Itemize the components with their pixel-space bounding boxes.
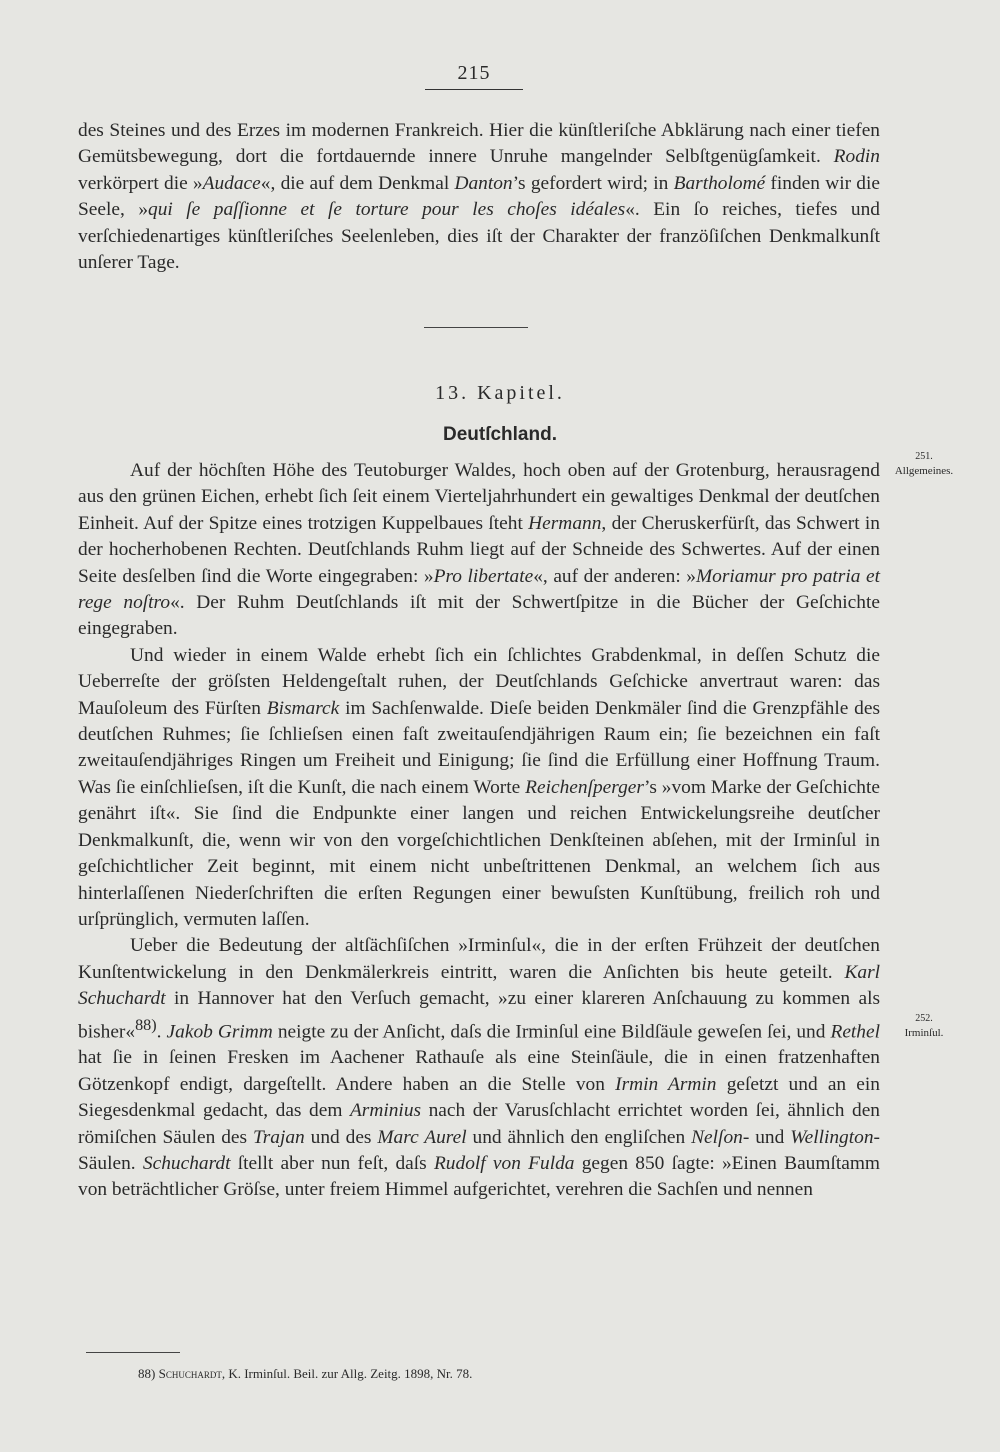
italic-name: Hermann [528, 512, 602, 534]
text-run: «. Der Ruhm Deutſchlands iſt mit der Schwertſpitze in die Bücher der Geſchichte eingegraben. [78, 592, 880, 640]
text-run: -Säulen. [78, 1126, 880, 1175]
text-run: und des [304, 1126, 378, 1148]
text-run: - und [742, 1126, 791, 1148]
italic-name: Jakob Grimm [166, 1021, 273, 1042]
text-run: verkörpert die » [78, 172, 203, 194]
text-run: hat ſie in ſeinen Fresken im Aachener Rathauſe als eine Steinſäule, die in einen fratzenhaften Götzenkopf endigt, dargeſtellt. Andere haben an die Stelle von [78, 1047, 880, 1095]
text-run: ’s gefordert wird; in [512, 172, 674, 194]
italic-quote: qui ſe paſſionne et ſe torture pour les choſes idéales [148, 199, 626, 221]
footnote-divider [86, 1352, 180, 1353]
paragraph-irminsul [78, 933, 880, 1204]
italic-name: Arminius [349, 1100, 422, 1122]
italic-name: Wellington [790, 1126, 874, 1148]
footnote-marker: 88) [138, 1366, 156, 1381]
margin-note-label: Irminſul. [904, 1027, 944, 1039]
text-run: und ähnlich den engliſchen [466, 1126, 692, 1148]
margin-note-number: 252. [915, 1013, 933, 1024]
italic-name: Schuchardt [142, 1153, 231, 1175]
italic-name: Danton [454, 172, 513, 194]
text-run: «, die auf dem Denkmal [260, 172, 455, 194]
text-run: Auf der höchſten Höhe des Teutoburger Waldes, hoch oben auf der Grotenburg, herausragend aus den grünen Eichen, erhebt ſich ſeit einem Vierteljahrhundert ein gewaltiges Denkmal der deutſchen Einheit. Auf der Spitze eines trotzigen Kuppelbaues ſteht [78, 460, 880, 534]
italic-name: Bartholomé [673, 172, 766, 194]
margin-note-label: Allgemeines. [894, 465, 954, 477]
text-run: finden wir die Seele, » [78, 172, 880, 221]
footnote-citation: , K. Irminſul. Beil. zur Allg. Zeitg. 1898, Nr. 78. [221, 1366, 473, 1381]
text-run: neigte zu der Anſicht, daſs die Irminſul eine Bildſäule geweſen ſei, und [272, 1021, 831, 1042]
chapter-body [78, 458, 880, 1204]
italic-name: Karl Schuchardt [78, 961, 880, 1010]
text-run: «. Ein ſo reiches, tiefes und verſchiedenartiges künſtleriſches Seelenleben, dies iſt der Charakter der franzöſiſchen Denkmalkunſt unſerer Tage. [78, 199, 880, 274]
italic-name: Rudolf von Fulda [433, 1153, 575, 1175]
text-run: im Sachſenwalde. Dieſe beiden Denkmäler ſind die Grenzpfähle des deutſchen Ruhmes; ſie ſchlieſsen einen faſt zweitauſendjährigen Raum ein; ſie bezeichnen ein faſt zweitauſendjähriges Ringen um Freiheit und Einigung; ſie ſind die Erfüllung einer Hoffnung Traum. Was ſie einſchlieſsen, iſt die Kunſt, die nach einem Worte [78, 697, 880, 798]
footnote-author: Schuchardt [158, 1366, 222, 1381]
footnote-reference: 88) [135, 1016, 157, 1034]
italic-name: Trajan [252, 1126, 305, 1148]
italic-name: Marc Aurel [377, 1126, 467, 1148]
italic-name: Rodin [833, 146, 880, 168]
text-run: Und wieder in einem Walde erhebt ſich ein ſchlichtes Grabdenkmal, in deſſen Schutz die Ueberreſte der gröſsten Heldengeſtalt ruhen, der Deutſchlands Geſchicke anvertraut waren: das Mauſoleum des Fürſten [78, 644, 880, 719]
paragraph-french-monuments [78, 118, 880, 276]
italic-name: Bismarck [266, 697, 340, 719]
text-run: Ueber die Bedeutung der altſächſiſchen »Irminſul«, die in der erſten Frühzeit der deutſchen Kunſtentwickelung in den Denkmälerkreis eintritt, waren die Anſichten bis heute geteilt. [78, 935, 880, 983]
italic-name: Nelſon [691, 1126, 743, 1148]
italic-name: Irmin Armin [615, 1073, 717, 1095]
margin-note-number: 251. [915, 451, 933, 462]
italic-quote: Pro libertate [433, 565, 534, 587]
section-divider [424, 327, 528, 328]
text-run: nach der Varusſchlacht errichtet worden ſei, ähnlich den römiſchen Säulen des [78, 1100, 880, 1148]
italic-term: Audace [202, 172, 261, 194]
margin-note-251 [884, 450, 964, 478]
text-run: in Hannover hat den Verſuch gemacht, »zu einer klareren Anſchauung zu kommen als bisher« [78, 988, 880, 1042]
text-run: , der Cheruskerfürſt, das Schwert in der hocherhobenen Rechten. Deutſchlands Ruhm liegt auf der Schneide des Schwertes. Auf der einen Seite desſelben ſind die Worte eingegraben: » [78, 512, 880, 587]
text-run: gegen 850 ſagte: »Einen Baumſtamm von beträchtlicher Gröſse, unter freiem Himmel aufgerichtet, verehren die Sachſen und nennen [78, 1153, 880, 1201]
chapter-title: Deutſchland. [442, 424, 557, 445]
italic-quote: Moriamur pro patria et rege noſtro [78, 565, 880, 614]
page-number: 215 [425, 62, 523, 90]
italic-name: Reichenſperger [525, 776, 644, 798]
text-run: . [156, 1021, 167, 1042]
footnote [138, 1366, 838, 1382]
chapter-heading: 13. Kapitel. [435, 382, 565, 404]
text-run: ſtellt aber nun feſt, daſs [230, 1153, 434, 1175]
text-run: des Steines und des Erzes im modernen Frankreich. Hier die künſtleriſche Abklärung nach einer tiefen Gemütsbewegung, dort die fortdauernde innere Unruhe mangelnder Selbſtgenügſamkeit. [78, 120, 880, 168]
margin-note-252 [884, 1012, 964, 1040]
paragraph-bismarck [78, 643, 880, 933]
paragraph [78, 118, 880, 276]
italic-name: Rethel [830, 1021, 880, 1042]
text-run: «, auf der anderen: » [533, 565, 696, 587]
paragraph-teutoburg [78, 458, 880, 643]
text-run: ’s »vom Marke der Geſchichte genährt iſt«. Sie ſind die Endpunkte einer langen und reichen Entwickelungsreihe deutſcher Denkmalkunſt, die, wenn wir von den vorgeſchichtlichen Denkſteinen abſehen, mit der Irminſul in geſchichtlicher Zeit beginnt, mit einem nicht unbeſtrittenen Denkmal, an welchem ſich aus hinterlaſſenen Niederſchriften die erſten Regungen einer bewuſsten Kunſtübung, freilich roh und urſprünglich, vermuten laſſen. [78, 776, 880, 930]
text-run: geſetzt und an ein Siegesdenkmal gedacht, das dem [78, 1073, 880, 1122]
